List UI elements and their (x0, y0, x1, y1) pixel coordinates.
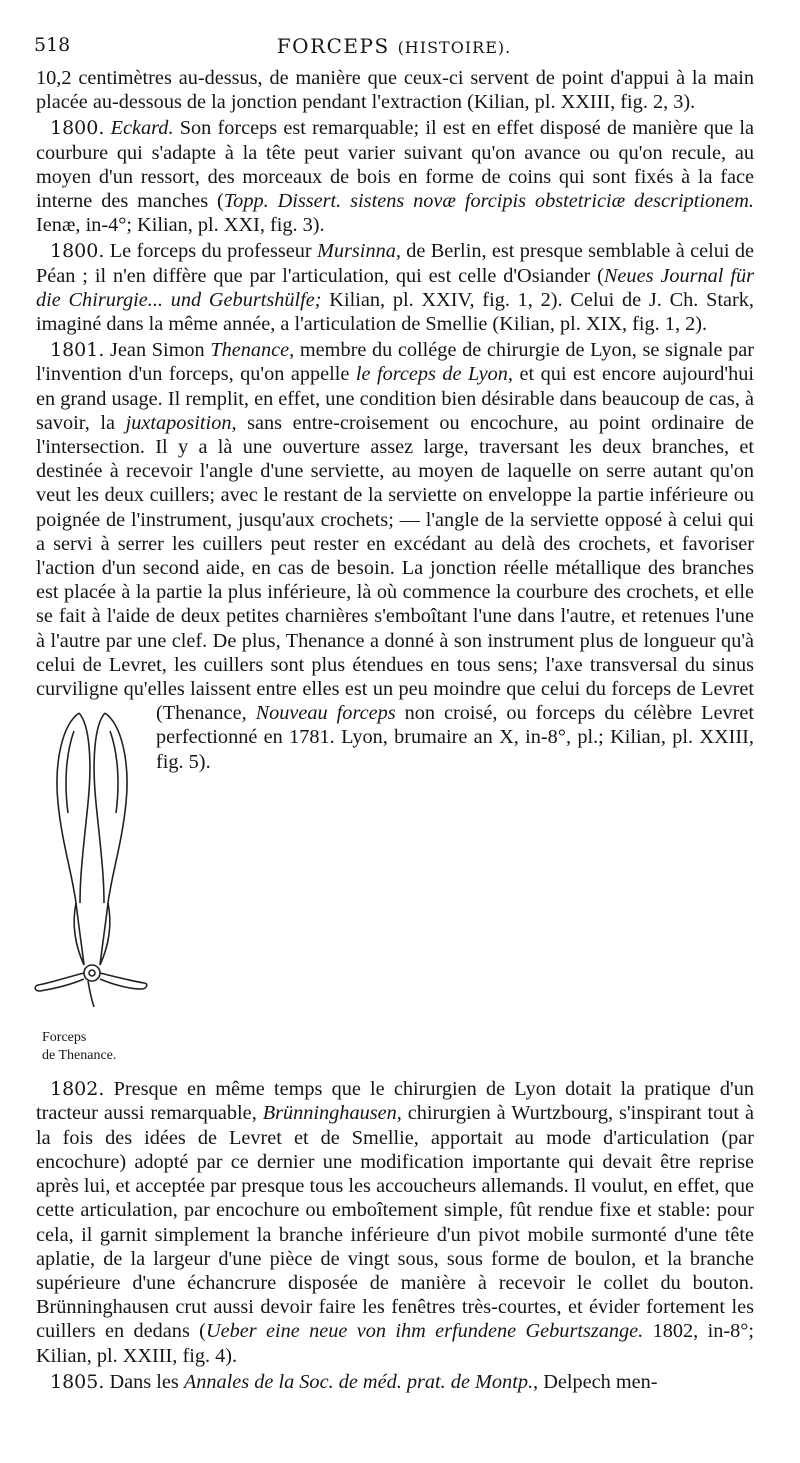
entry-text: Kilian, pl. XXIV, fig. 1, 2). Celui de J. Ch. Stark, imaginé dans la même année, a l'articulation de Smellie (Kilian, pl. XIX, fig. 1, 2). (36, 288, 754, 336)
running-header (34, 34, 754, 60)
paragraph-1801-thenance (36, 338, 755, 1064)
running-title-section: (HISTOIRE). (397, 38, 512, 57)
entry-term: juxtaposition, (125, 411, 237, 434)
entry-text: membre du collége de chirurgie de Lyon, se signale par l'invention d'un forceps, qu'on appelle (36, 339, 755, 386)
entry-name: Mursinna, (316, 240, 401, 263)
entry-reference: Neues Journal für die Chirurgie... und Geburtshülfe; (36, 264, 754, 311)
paragraph-1805-delpech (36, 1370, 754, 1394)
entry-reference: Annales de la Soc. de méd. prat. de Montp., (183, 1370, 539, 1393)
entry-text: chirurgien à Wurtzbourg, s'inspirant tout à la fois des idées de Levret et de Smellie, apportait au mode d'articulation (par encochure) adopté par ce dernier une modification importante qui devait être reprise après lui, et acceptée par presque tous les accoucheurs allemands. Il voulut, en effet, que cette articulation, par encochure ou emboîtement simple, fût rendue fixe et stable: pour cela, il garnit simplement la branche inférieure d'un pivot mobile surmonté d'une tête aplatie, de la largeur d'une pièce de vingt sous, sous forme de boulon, et la branche supérieure d'une échancrure disposée de manière à recevoir le collet du bouton. Brünninghausen crut aussi devoir faire les fenêtres très-courtes, et évider fortement les cuillers en dedans ( (36, 1102, 754, 1343)
entry-text: sans entre-croisement ou encochure, au point ordinaire de l'intersection. Il y a là une ouverture assez large, traversant les deux branches, et destinée à recevoir l'angle d'une serviette, au moyen de laquelle on serre autant qu'on veut les deux cuillers; avec le restant de la serviette on enveloppe la partie inférieure ou poignée de l'instrument, jusqu'aux crochets; — l'angle de la serviette opposé à celui qui a servi à serrer les cuillers peut rester en excédant au delà des crochets, et favoriser l'action d'un second aide, en cas de besoin. La jonction réelle métallique des branches est placée à la partie la plus inférieure, là où commence la courbure des crochets, et elle se fait à l'aide de deux petites charnières s'emboîtant l'une dans l'autre, et retenues l'une à l'autre par une clef. De plus, Thenance a donné à son instrument plus de longueur qu'à celui de Levret, les cuillers sont plus étendues en tous sens; l'axe transversal du sinus curviligne qu'elles laissent entre elles est un peu moindre que celui du forceps de Levret (Thenance, (36, 411, 754, 725)
figure-caption-line1: Forceps (42, 1030, 87, 1046)
entry-reference: Topp. Dissert. sistens novæ forcipis obstetriciæ descriptionem. (223, 190, 754, 213)
figure-caption-line2: de Thenance. (42, 1048, 117, 1064)
entry-reference: Ueber eine neue von ihm erfundene Geburtszange. (205, 1320, 644, 1343)
entry-reference: le forceps de Lyon, (355, 363, 514, 386)
entry-year: 1802. (50, 1078, 105, 1101)
entry-year: 1800. (50, 117, 105, 140)
entry-text: Son forceps est remarquable; il est en effet disposé de manière que la courbure qui s'adapte à la tête peut varier suivant qu'on avance ou qu'on recule, au moyen d'un ressort, des morceaux de bois en forme de coins qui sont fixés à la face interne des manches ( (36, 117, 754, 213)
entry-text: Le forceps du professeur (104, 240, 317, 263)
entry-name: Eckard. (110, 117, 174, 140)
entry-year: 1800. (50, 240, 105, 263)
entry-text: non croisé, ou forceps du célèbre Levret perfectionné en 1781. Lyon, brumaire an X, in-8°, pl.; Kilian, pl. XXIII, fig. 5). (156, 702, 754, 773)
page-body (36, 66, 754, 1396)
forceps-illustration-icon (32, 703, 150, 1025)
paragraph-1800-mursinna (36, 239, 754, 336)
entry-text: et qui est encore aujourd'hui en grand usage. Il remplit, en effet, une condition bien désirable dans beaucoup de cas, à savoir, la (36, 363, 754, 434)
page-number: 518 (34, 34, 71, 56)
entry-text: 1802, in-8°; Kilian, pl. XXIII, fig. 4). (36, 1320, 754, 1367)
forceps-figure (28, 703, 150, 1075)
entry-text: Jean Simon (104, 339, 211, 362)
entry-reference: Nouveau forceps (255, 702, 396, 725)
running-title-main: FORCEPS (276, 34, 390, 58)
entry-text: Ienæ, in-4°; Kilian, pl. XXI, fig. 3). (36, 214, 325, 237)
entry-name: Thenance, (210, 339, 295, 362)
paragraph-1802-brunninghausen (36, 1077, 754, 1367)
entry-text: Delpech men- (538, 1370, 658, 1393)
entry-text: de Berlin, est presque semblable à celui de Péan ; il n'en diffère que par l'articulation, qui est celle d'Osiander ( (36, 240, 755, 287)
entry-year: 1801. (50, 339, 105, 362)
paragraph-1800-eckard (36, 116, 754, 237)
paragraph-continuation: 10,2 centimètres au-dessus, de manière que ceux-ci servent de point d'appui à la main placée au-dessous de la jonction pendant l'extraction (Kilian, pl. XXIII, fig. 2, 3). (36, 67, 754, 114)
entry-text: Dans les (104, 1370, 184, 1393)
entry-text: Presque en même temps que le chirurgien de Lyon dotait la pratique d'un tracteur aussi remarquable, (36, 1078, 754, 1125)
running-title (34, 34, 754, 58)
entry-year: 1805. (50, 1370, 105, 1393)
entry-name: Brünninghausen, (262, 1102, 402, 1125)
